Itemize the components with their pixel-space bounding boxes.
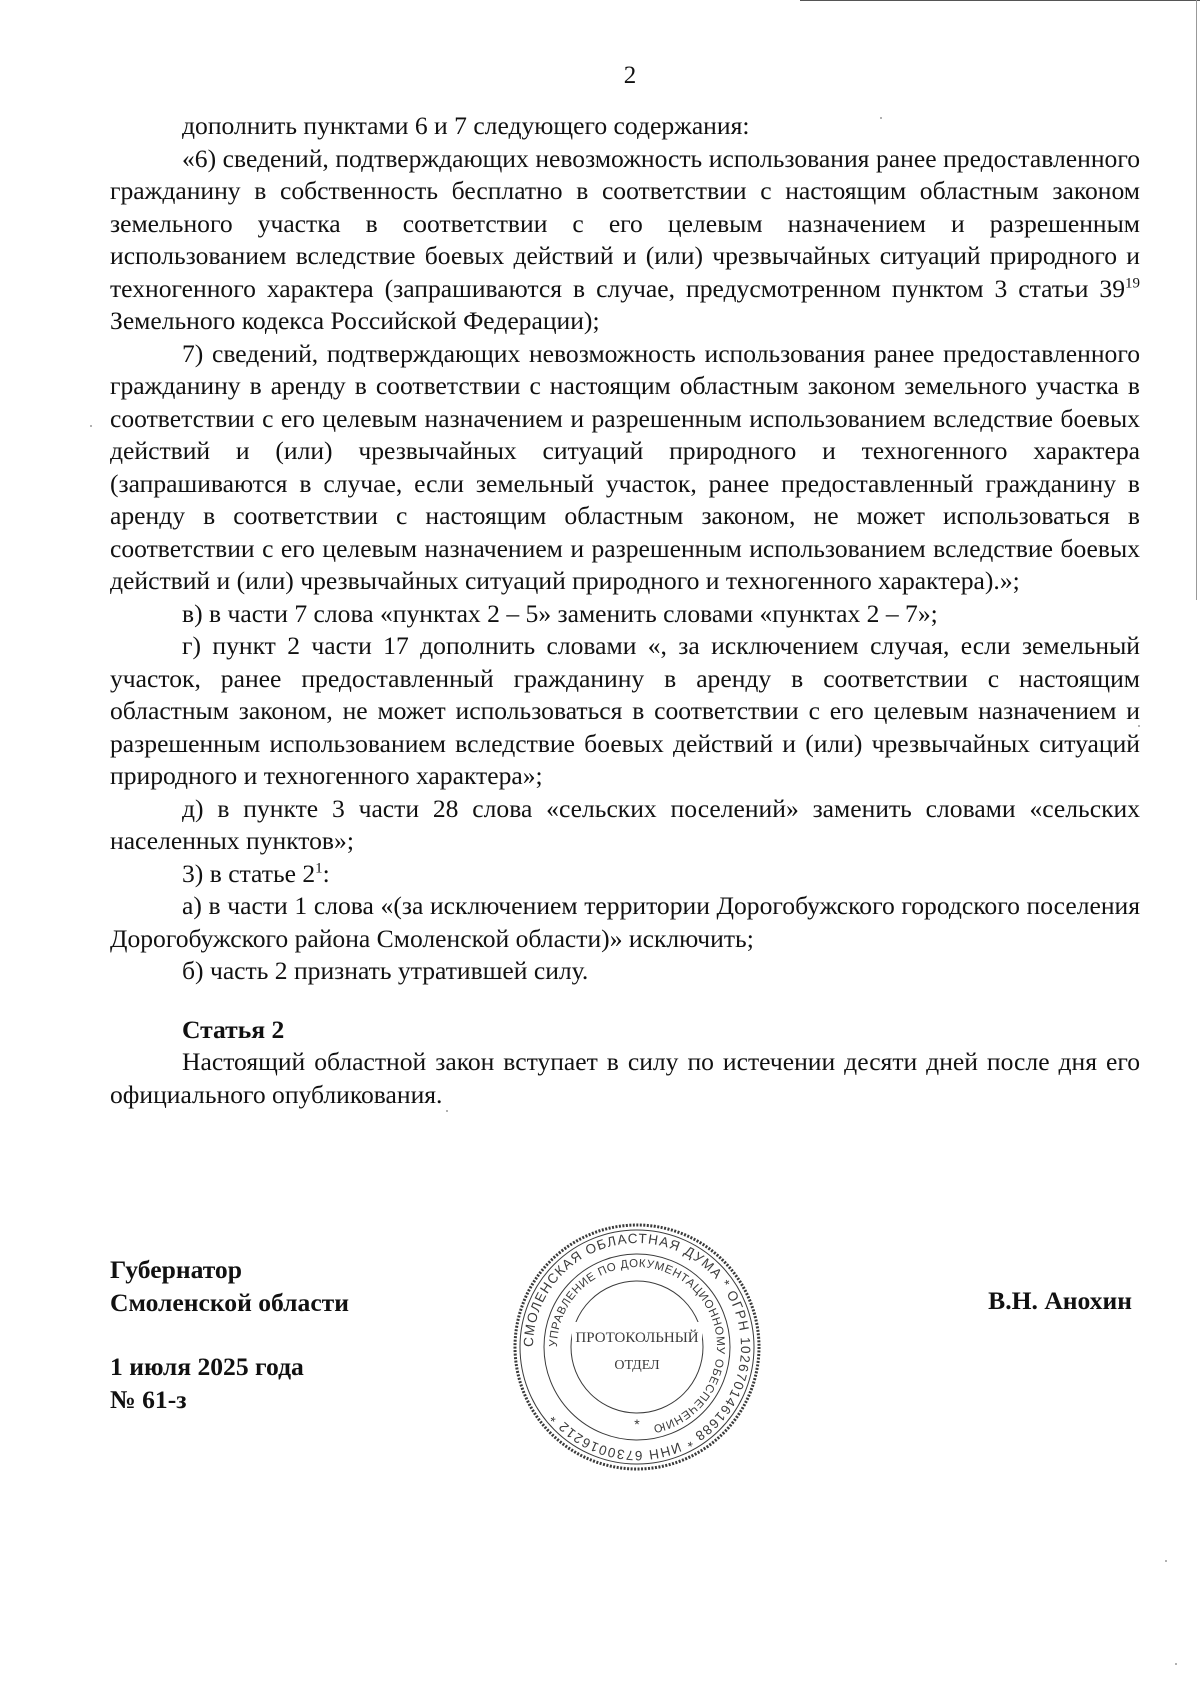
stamp-outer-text: СМОЛЕНСКАЯ ОБЛАСТНАЯ ДУМА * ОГРН 1026701461688 * ИНН 6730016212 *	[520, 1230, 754, 1464]
paragraph-intro: дополнить пунктами 6 и 7 следующего содержания:	[182, 111, 750, 140]
page-top-edge	[800, 0, 1200, 1]
paragraph-3	[110, 858, 1140, 891]
paragraph-g: г) пункт 2 части 17 дополнить словами «, за исключением случая, если земельный участок, ранее предоставленный гражданину в аренду в соответствии с настоящим областным законом, не может использоваться в соответствии с его целевым назначением и разрешенным использованием вследствие боевых действий и (или) чрезвычайных ситуаций природного и техногенного характера»;	[110, 631, 1140, 790]
paragraph-3-superscript: 1	[315, 859, 323, 876]
scan-speck	[446, 1110, 448, 1112]
paragraph-3-tail: :	[322, 858, 330, 888]
signature-block	[110, 1253, 349, 1416]
item-6-text: «6) сведений, подтверждающих невозможность использования ранее предоставленного гражданину в собственность бесплатно в соответствии с настоящим областным законом земельного участка в соответствии с его целевым назначением и разрешенным использованием вследствие боевых действий и (или) чрезвычайных ситуаций природного и техногенного характера (запрашиваются в случае, предусмотренном пунктом 3 статьи 39	[110, 143, 1140, 303]
signatory-name: В.Н. Анохин	[988, 1286, 1132, 1315]
article-2-text: Настоящий областной закон вступает в силу по истечении десяти дней после дня его официального опубликования.	[110, 1047, 1140, 1109]
seal-stamp	[512, 1222, 762, 1472]
article-2-heading: Статья 2	[182, 1014, 285, 1044]
item-6-superscript: 19	[1125, 274, 1140, 291]
stamp-inner-text: УПРАВЛЕНИЕ ПО ДОКУМЕНТАЦИОННОМУ ОБЕСПЕЧЕНИЮ	[547, 1257, 727, 1435]
law-body	[110, 110, 1140, 1111]
page-side-edge	[1196, 0, 1197, 600]
scan-speck	[880, 117, 882, 119]
scan-speck	[1138, 725, 1140, 727]
signature-position-line1: Губернатор	[110, 1255, 242, 1284]
paragraph-b: б) часть 2 признать утратившей силу.	[182, 956, 589, 985]
svg-text:*: *	[634, 1416, 640, 1432]
paragraph-d: д) в пункте 3 части 28 слова «сельских поселений» заменить словами «сельских населенных пунктов»;	[110, 793, 1140, 855]
scan-speck	[90, 425, 92, 427]
paragraph-item-6	[110, 143, 1140, 338]
paragraph-3-text: 3) в статье 2	[182, 858, 316, 888]
stamp-center-line1: ПРОТОКОЛЬНЫЙ	[575, 1330, 699, 1346]
scan-speck	[1165, 1560, 1167, 1562]
paragraph-v: в) в части 7 слова «пунктах 2 – 5» заменить словами «пунктах 2 – 7»;	[182, 598, 938, 628]
signature-date: 1 июля 2025 года	[110, 1352, 304, 1381]
paragraph-a: а) в части 1 слова «(за исключением территории Дорогобужского городского поселения Дорогобужского района Смоленской области)» исключить;	[110, 891, 1140, 953]
stamp-center-line2: ОТДЕЛ	[614, 1358, 660, 1373]
scan-speck	[1175, 1663, 1177, 1665]
page-number: 2	[623, 62, 637, 89]
signature-position-line2: Смоленской области	[110, 1288, 350, 1317]
paragraph-item-7: 7) сведений, подтверждающих невозможность использования ранее предоставленного гражданину в аренду в соответствии с настоящим областным законом земельного участка в соответствии с его целевым назначением и разрешенным использованием вследствие боевых действий и (или) чрезвычайных ситуаций природного и техногенного характера (запрашиваются в случае, если земельный участок, ранее предоставленный гражданину в аренду в соответствии с настоящим областным законом, не может использоваться в соответствии с его целевым назначением и разрешенным использованием вследствие боевых действий и (или) чрезвычайных ситуаций природного и техногенного характера).»;	[110, 338, 1140, 595]
item-6-tail: Земельного кодекса Российской Федерации);	[110, 306, 600, 335]
signature-number: № 61-з	[110, 1385, 187, 1414]
